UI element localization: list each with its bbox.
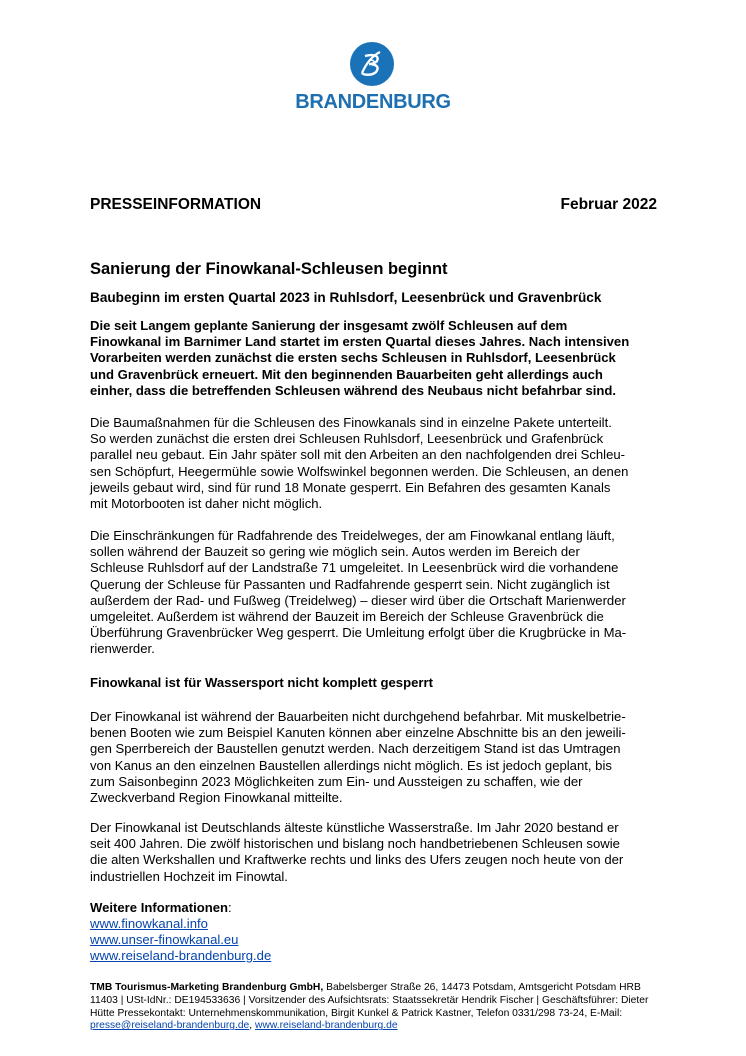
press-date: Februar 2022 bbox=[560, 196, 657, 213]
press-label: PRESSEINFORMATION bbox=[90, 196, 262, 213]
text-line: Die Baumaßnahmen für die Schleusen des Finowkanals sind in einzelne Pakete unterteilt. bbox=[90, 415, 612, 430]
footer-text: Babelsberger Straße 26, 14473 Potsdam, Amtsgericht Potsdam HRB 11403 | USt-IdNr.: DE194533636 | Vorsitzender des Aufsichtsrats: Staatssekretär Hendrik Fischer | Geschäftsführer: Dieter Hütte Pressekontakt: Unternehmenskommunikation, Birgit Kunkel & Patrick Kastner, Telefon 0331/298 73-24, E-Mail: bbox=[90, 982, 649, 1019]
footer-email-link[interactable]: presse@reiseland-brandenburg.de bbox=[90, 1020, 250, 1032]
link-reiseland-brandenburg[interactable]: www.reiseland-brandenburg.de bbox=[90, 948, 272, 963]
body-paragraph-4 bbox=[90, 820, 660, 885]
text-line: Zweckverband Region Finowkanal mitteilte. bbox=[90, 790, 343, 806]
text-line: Überführung Gravenbrücker Weg gesperrt. Die Umleitung erfolgt über die Krugbrücke in Ma- bbox=[90, 625, 627, 641]
body-paragraph-2 bbox=[90, 528, 660, 658]
footer-company: TMB Tourismus-Marketing Brandenburg GmbH, bbox=[90, 982, 324, 993]
article-title: Sanierung der Finowkanal-Schleusen beginnt bbox=[90, 260, 448, 278]
text-line: Schleuse Ruhlsdorf auf der Landstraße 71 umgeleitet. In Leesenbrück wird die vorhandene bbox=[90, 560, 619, 576]
link-unser-finowkanal[interactable]: www.unser-finowkanal.eu bbox=[90, 932, 239, 947]
text-line: die alten Werkshallen und Kraftwerke rechts und links des Ufers zeugen noch heute von der bbox=[90, 852, 624, 868]
brand-wordmark: BRANDENBURG bbox=[295, 91, 451, 113]
more-info-label: Weitere Informationen bbox=[90, 900, 228, 915]
text-line: einher, dass die betreffenden Schleusen während des Neubaus nicht befahrbar sind. bbox=[90, 382, 617, 398]
text-line: sollen während der Bauzeit so gering wie möglich sein. Autos werden im Bereich der bbox=[90, 544, 580, 560]
text-line: benen Booten wie zum Beispiel Kanuten können aber einzelne Abschnitte bis an den jeweili- bbox=[90, 725, 626, 741]
more-info-colon: : bbox=[228, 900, 232, 915]
section-heading: Finowkanal ist für Wassersport nicht komplett gesperrt bbox=[90, 675, 433, 690]
brand-logo bbox=[290, 42, 456, 114]
text-line: zum Saisonbeginn 2023 Möglichkeiten zum Ein- und Aussteigen zu schaffen, wie der bbox=[90, 773, 583, 789]
text-line: sen Schöpfurt, Heegermühle sowie Wolfswinkel begonnen werden. Die Schleusen, an denen bbox=[90, 463, 629, 479]
footer-website-link[interactable]: www.reiseland-brandenburg.de bbox=[255, 1020, 398, 1032]
text-line: jeweils gebaut wird, sind für rund 18 Monate gesperrt. Ein Befahren des gesamten Kanals bbox=[90, 479, 611, 495]
link-finowkanal[interactable]: www.finowkanal.info bbox=[90, 916, 208, 931]
text-line: parallel neu gebaut. Ein Jahr später soll mit den Arbeiten an den nachfolgenden drei Schleu- bbox=[90, 447, 626, 463]
body-paragraph-3 bbox=[90, 709, 660, 806]
text-line: Vorarbeiten werden zunächst die ersten sechs Schleusen in Ruhlsdorf, Leesenbrück bbox=[90, 350, 616, 366]
text-line: industriellen Hochzeit im Finowtal. bbox=[90, 868, 288, 884]
text-line: außerdem der Rad- und Fußweg (Treidelweg) – dieser wird über die Ortschaft Marienwerder bbox=[90, 592, 626, 608]
text-line: und Gravenbrück erneuert. Mit den beginnenden Bauarbeiten geht allerdings auch bbox=[90, 366, 603, 382]
body-paragraph-1 bbox=[90, 415, 660, 512]
footer-imprint bbox=[90, 982, 660, 1033]
text-line: mit Motorbooten ist daher nicht möglich. bbox=[90, 496, 323, 512]
brand-emblem bbox=[350, 42, 394, 86]
text-line: umgeleitet. Außerdem ist während der Bauzeit im Bereich der Schleuse Gravenbrück die bbox=[90, 609, 604, 625]
text-line: Die seit Langem geplante Sanierung der insgesamt zwölf Schleusen auf dem bbox=[90, 318, 568, 333]
text-line: Querung der Schleuse für Passanten und Radfahrende gesperrt sein. Nicht zugänglich ist bbox=[90, 576, 610, 592]
text-line: Der Finowkanal ist Deutschlands älteste künstliche Wasserstraße. Im Jahr 2020 bestand er bbox=[90, 820, 619, 835]
text-line: So werden zunächst die ersten drei Schleusen Ruhlsdorf, Leesenbrück und Grafenbrück bbox=[90, 431, 604, 447]
more-info-block bbox=[90, 900, 271, 964]
text-line: Der Finowkanal ist während der Bauarbeiten nicht durchgehend befahrbar. Mit muskelbetrie- bbox=[90, 709, 626, 724]
text-line: rienwerder. bbox=[90, 641, 155, 657]
text-line: gen Sperrbereich der Baustellen genutzt werden. Nach derzeitigem Stand ist das Umtragen bbox=[90, 741, 621, 757]
more-info-heading bbox=[90, 900, 271, 916]
text-line: seit 400 Jahren. Die zwölf historischen und bislang noch handbetriebenen Schleusen sowie bbox=[90, 836, 620, 852]
text-line: Finowkanal im Barnimer Land startet im ersten Quartal dieses Jahres. Nach intensiven bbox=[90, 334, 630, 350]
article-subtitle: Baubeginn im ersten Quartal 2023 in Ruhlsdorf, Leesenbrück und Gravenbrück bbox=[90, 290, 602, 305]
text-line: Die Einschränkungen für Radfahrende des Treidelweges, der am Finowkanal entlang läuft, bbox=[90, 528, 615, 543]
text-line: von Kanus an den einzelnen Baustellen allerdings nicht möglich. Es ist jedoch geplant, bis bbox=[90, 757, 612, 773]
lead-paragraph bbox=[90, 318, 660, 399]
footer-separator: , bbox=[249, 1020, 256, 1032]
